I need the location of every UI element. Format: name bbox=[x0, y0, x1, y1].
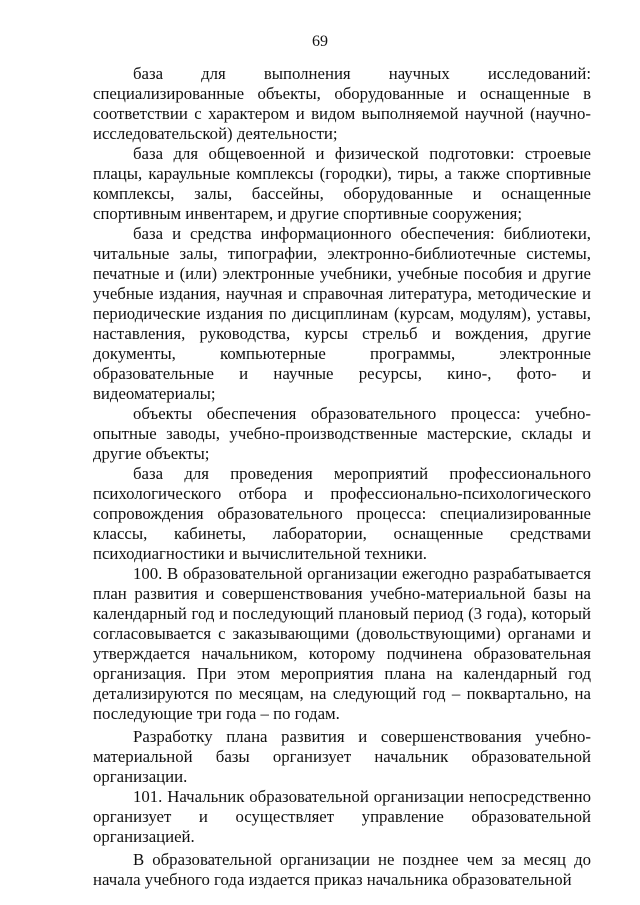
paragraph-research-base: база для выполнения научных исследований: специализированные объекты, оборудованные и оснащенные в соответствии с характером и видом выполняемой научной (научно-исследовательской) деятельности; bbox=[93, 64, 591, 143]
paragraph-item-101: 101. Начальник образовательной организации непосредственно организует и осуществляет управление образовательной организацией. bbox=[93, 787, 591, 846]
paragraph-order-issuance: В образовательной организации не позднее чем за месяц до начала учебного года издается приказ начальника образовательной bbox=[93, 850, 591, 889]
page-body bbox=[93, 64, 591, 890]
paragraph-psychological-selection-base: база для проведения мероприятий профессионального психологического отбора и профессионально-психологического сопровождения образовательного процесса: специализированные классы, кабинеты, лаборатории, оснащенные средствами психодиагностики и вычислительной техники. bbox=[93, 464, 591, 563]
paragraph-educational-process-objects: объекты обеспечения образовательного процесса: учебно-опытные заводы, учебно-производственные мастерские, склады и другие объекты; bbox=[93, 404, 591, 463]
paragraph-physical-training-base: база для общевоенной и физической подготовки: строевые плацы, караульные комплексы (городки), тиры, а также спортивные комплексы, залы, бассейны, оборудованные и оснащенные спортивным инвентарем, и другие спортивные сооружения; bbox=[93, 144, 591, 223]
paragraph-item-100: 100. В образовательной организации ежегодно разрабатывается план развития и совершенствования учебно-материальной базы на календарный год и последующий плановый период (3 года), который согласовывается с заказывающими (довольствующими) органами и утверждается начальником, которому подчинена образовательная организация. При этом мероприятия плана на календарный год детализируются по месяцам, на следующий год – поквартально, на последующие три года – по годам. bbox=[93, 564, 591, 723]
paragraph-plan-development: Разработку плана развития и совершенствования учебно-материальной базы организует начальник образовательной организации. bbox=[93, 727, 591, 786]
page-number: 69 bbox=[312, 33, 328, 50]
paragraph-information-support-base: база и средства информационного обеспечения: библиотеки, читальные залы, типографии, электронно-библиотечные системы, печатные и (или) электронные учебники, учебные пособия и другие учебные издания, научная и справочная литература, методические и периодические издания по дисциплинам (курсам, модулям), уставы, наставления, руководства, курсы стрельб и вождения, другие документы, компьютерные программы, электронные образовательные и научные ресурсы, кино-, фото- и видеоматериалы; bbox=[93, 224, 591, 403]
